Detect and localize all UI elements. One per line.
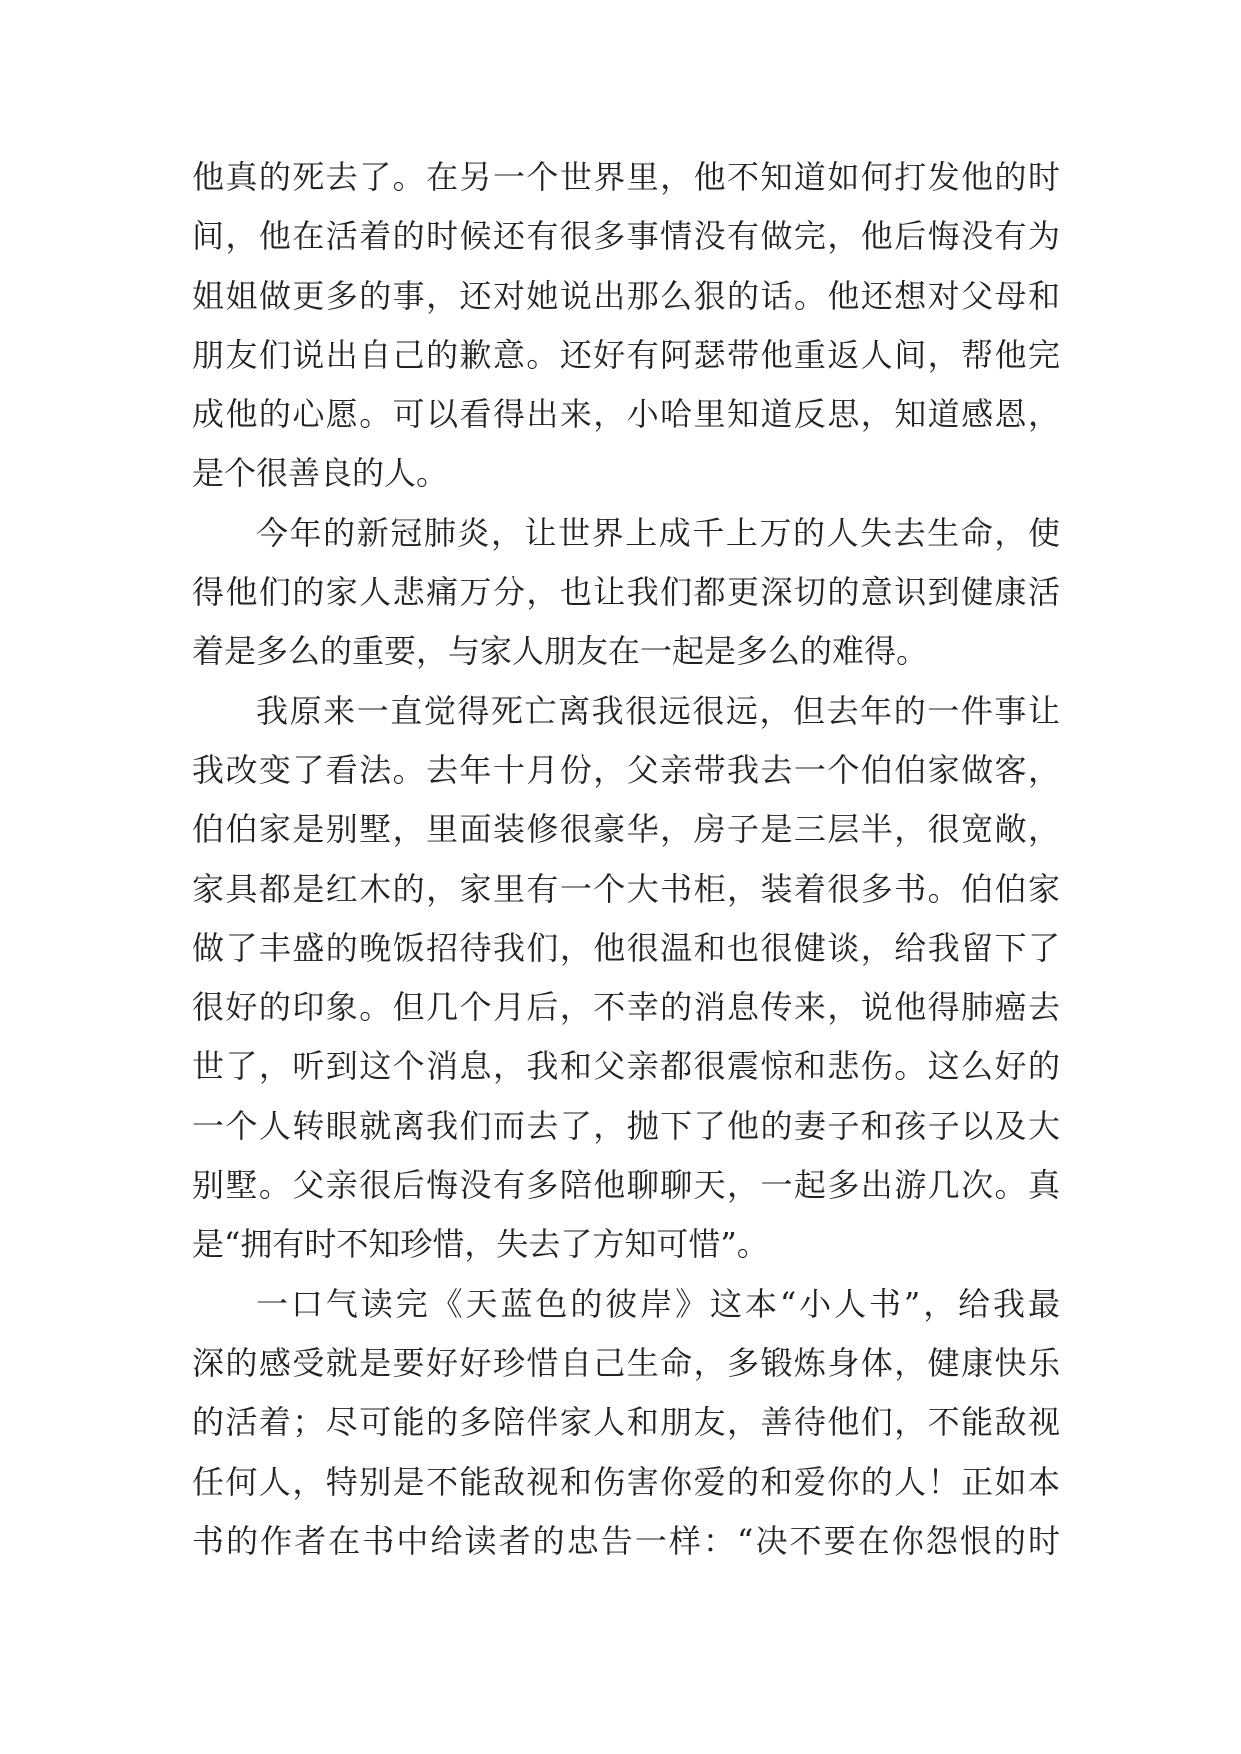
text-line: 成他的心愿。可以看得出来，小哈里知道反思，知道感恩， [192,395,1060,434]
text-line: 任何人，特别是不能敌视和伤害你爱的和爱你的人！正如本 [192,1462,1060,1501]
text-line: 是个很善良的人。 [192,454,449,493]
text-line: 姐姐做更多的事，还对她说出那么狠的话。他还想对父母和 [192,276,1060,315]
text-line: 朋友们说出自己的歉意。还好有阿瑟带他重返人间，帮他完 [192,335,1060,374]
text-line: 着是多么的重要，与家人朋友在一起是多么的难得。 [192,632,929,671]
paragraph-first-line: 今年的新冠肺炎，让世界上成千上万的人失去生命，使 [256,513,1060,552]
text-line: 间，他在活着的时候还有很多事情没有做完，他后悔没有为 [192,217,1060,256]
text-line: 是“拥有时不知珍惜，失去了方知可惜”。 [192,1225,769,1264]
text-line: 很好的印象。但几个月后，不幸的消息传来，说他得肺癌去 [192,988,1060,1027]
text-line: 他真的死去了。在另一个世界里，他不知道如何打发他的时 [192,158,1060,196]
paragraph-first-line: 一口气读完《天蓝色的彼岸》这本“小人书”，给我最 [256,1284,1060,1323]
text-line: 的活着；尽可能的多陪伴家人和朋友，善待他们，不能敌视 [192,1403,1060,1442]
text-line: 我改变了看法。去年十月份，父亲带我去一个伯伯家做客， [192,750,1060,789]
text-line: 做了丰盛的晚饭招待我们，他很温和也很健谈，给我留下了 [192,928,1060,967]
text-line: 别墅。父亲很后悔没有多陪他聊聊天，一起多出游几次。真 [192,1166,1060,1205]
text-line: 家具都是红木的，家里有一个大书柜，装着很多书。伯伯家 [192,869,1060,908]
text-line: 世了，听到这个消息，我和父亲都很震惊和悲伤。这么好的 [192,1047,1060,1086]
text-line: 深的感受就是要好好珍惜自己生命，多锻炼身体，健康快乐 [192,1343,1060,1382]
text-line: 伯伯家是别墅，里面装修很豪华，房子是三层半，很宽敞， [192,810,1060,849]
document-body [192,148,1060,1571]
text-line: 书的作者在书中给读者的忠告一样：“决不要在你怨恨的时 [192,1521,1060,1560]
paragraph-first-line: 我原来一直觉得死亡离我很远很远，但去年的一件事让 [256,691,1060,730]
text-line: 得他们的家人悲痛万分，也让我们都更深切的意识到健康活 [192,573,1060,612]
text-line: 一个人转眼就离我们而去了，抛下了他的妻子和孩子以及大 [192,1106,1060,1145]
